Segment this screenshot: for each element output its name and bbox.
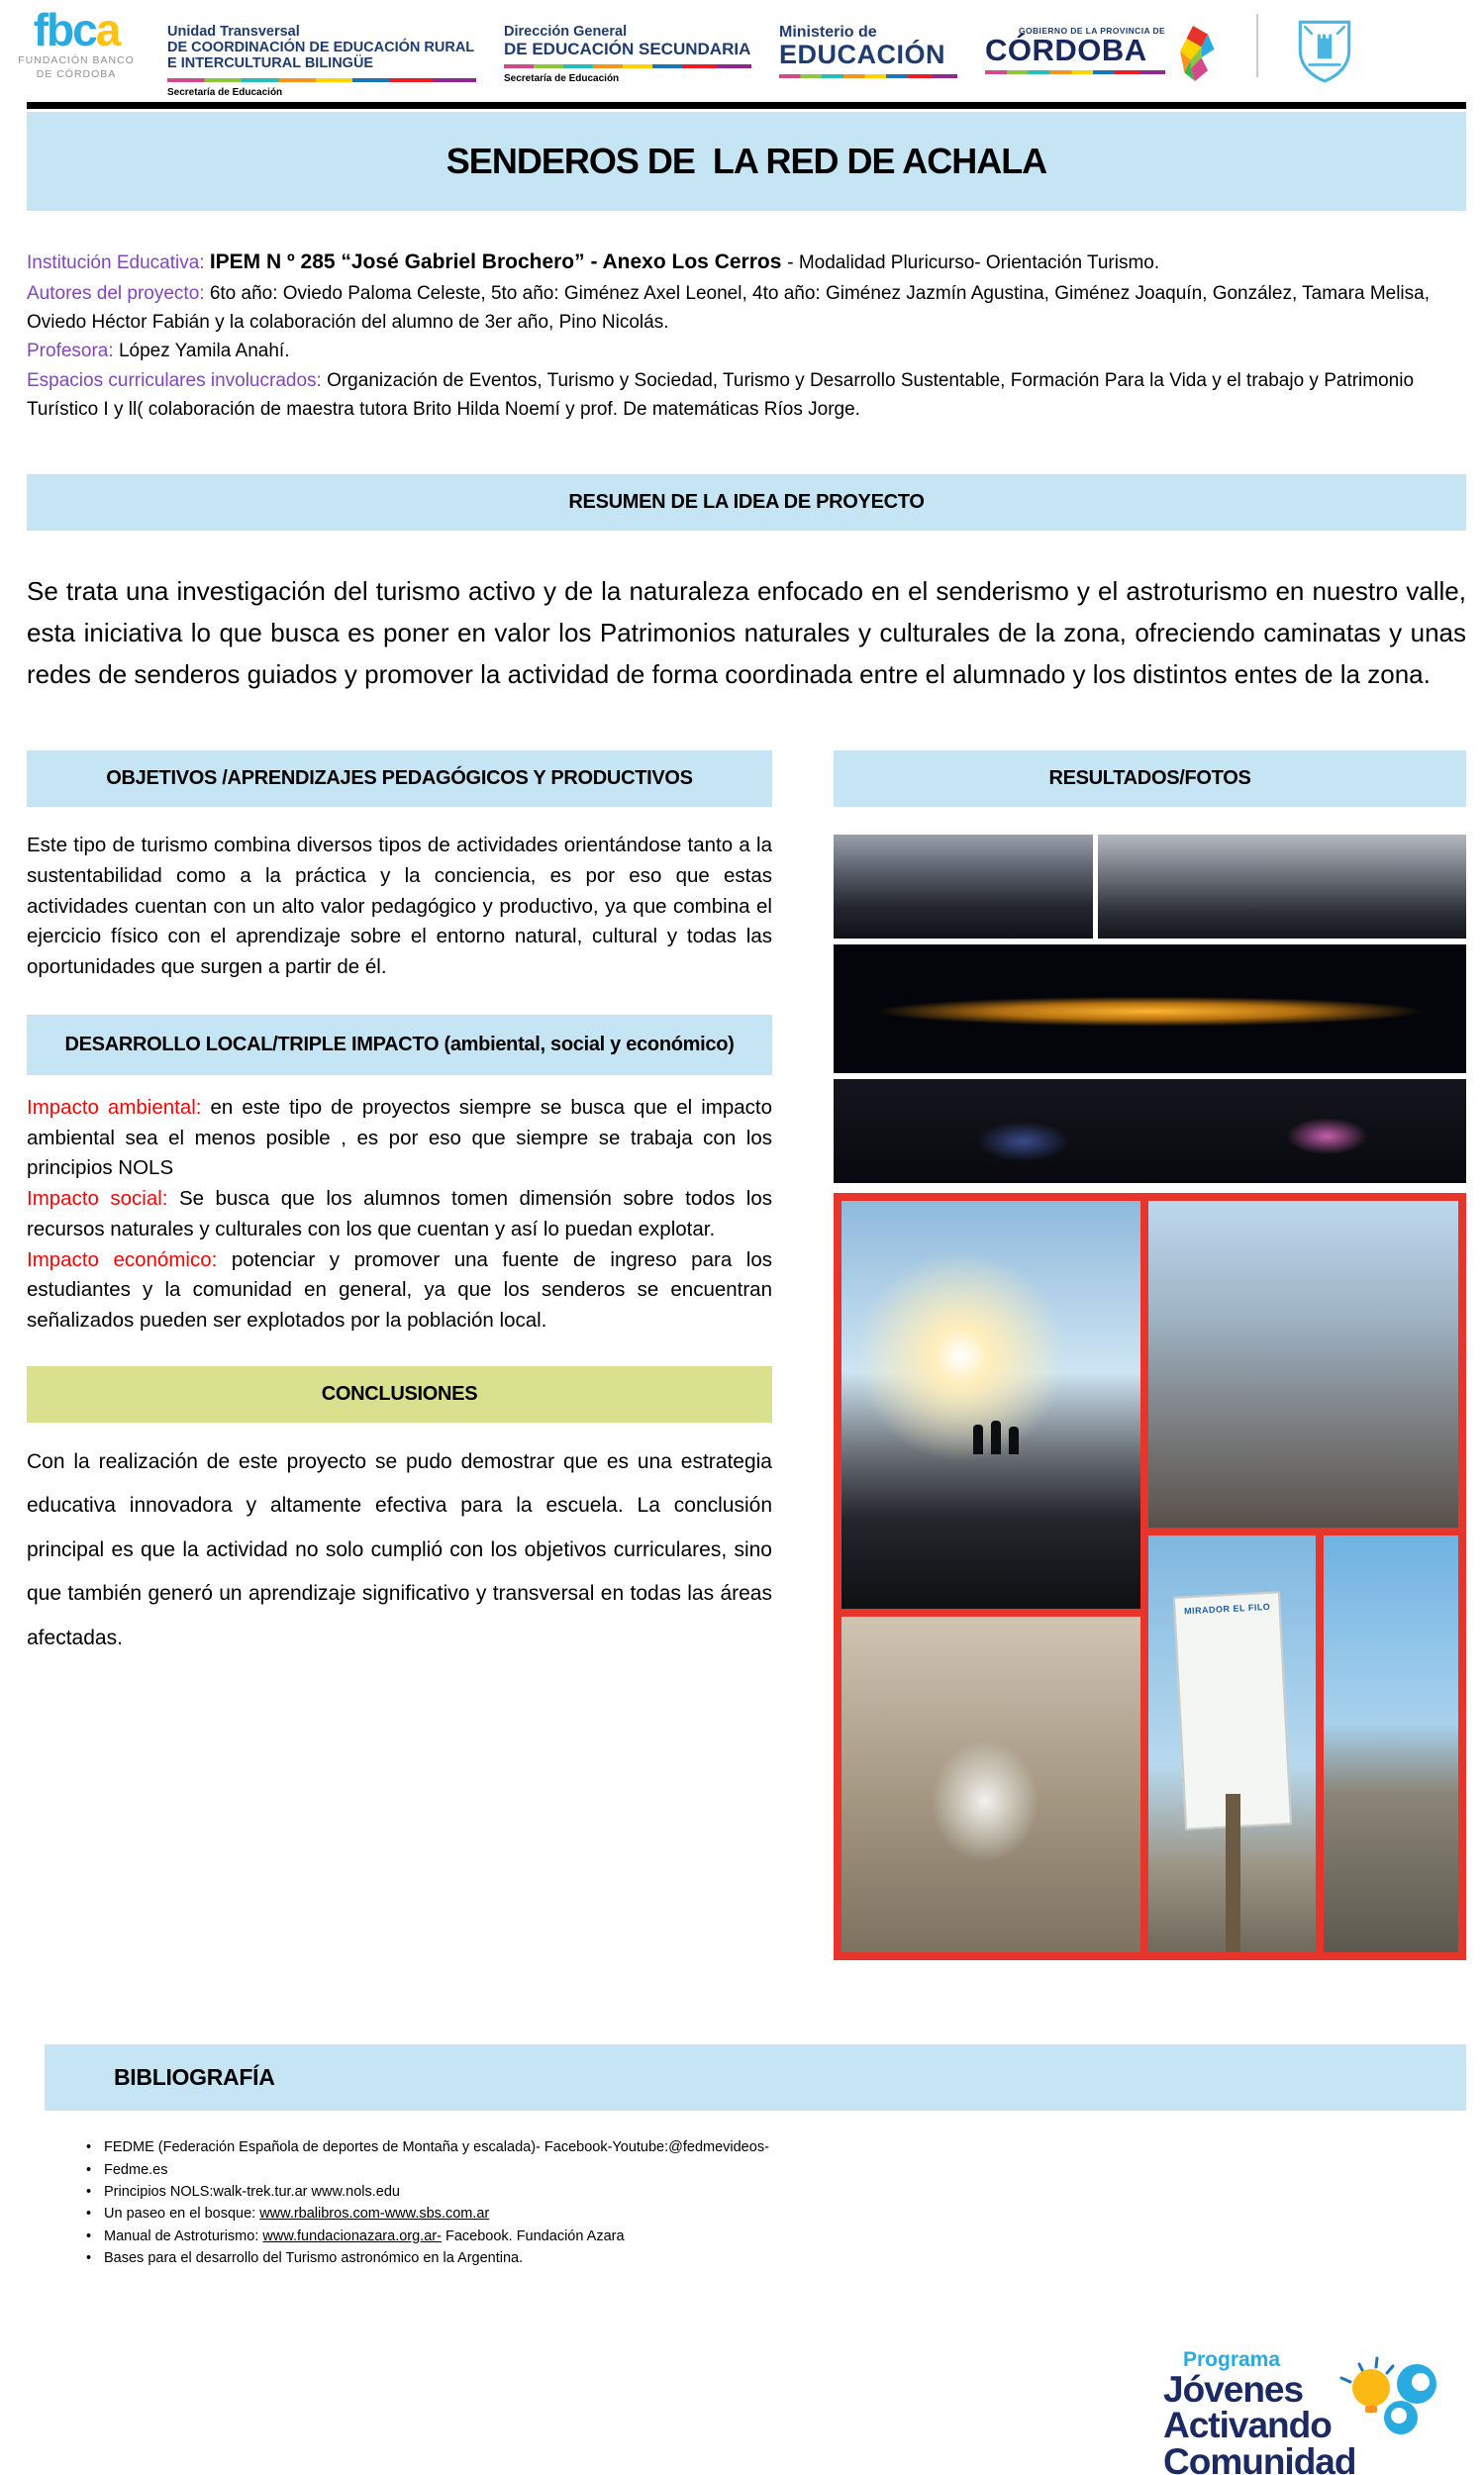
profesora-label: Profesora:	[27, 341, 119, 362]
cordoba-wordmark: CÓRDOBA	[985, 33, 1147, 67]
unidad-secretaria: Secretaría de Educación	[167, 86, 283, 98]
bibliografia-item: • FEDME (Federación Española de deportes de Montaña y escalada)- Facebook-Youtube:@fedmevideos-	[86, 2136, 1466, 2158]
lightbulb-icon	[1330, 2356, 1448, 2450]
objetivos-heading: OBJETIVOS /APRENDIZAJES PEDAGÓGICOS Y PRODUCTIVOS	[27, 750, 772, 807]
ministerio-educacion-logo	[779, 10, 957, 78]
objetivos-body: Este tipo de turismo combina diversos tipos de actividades orientándose tanto a la sustentabilidad como a la práctica y la conciencia, es por eso que estas actividades cuentan con un alto valor pedagógico y productivo, ya que combina el ejercicio físico con el aprendizaje sobre el entorno natural, cultural y todas las oportunidades que surgen a partir de él.	[27, 834, 772, 979]
photo-city-lights-panorama	[834, 944, 1466, 1073]
photo-dusk-group	[1098, 835, 1466, 939]
unidad-line2: DE COORDINACIÓN DE EDUCACIÓN RURAL	[167, 40, 475, 56]
rainbow-bar	[985, 70, 1165, 74]
bibliografia-link[interactable]: www.fundacionazara.org.ar-	[262, 2228, 442, 2244]
impacto-ambiental-text: en este tipo de proyectos siempre se busca que el impacto ambiental sea el menos posible , es por eso que siempre se trabaja con los principios NOLS	[27, 1095, 772, 1180]
left-column	[27, 750, 772, 1963]
resumen-body: Se trata una investigación del turismo activo y de la naturaleza enfocado en el senderismo y el astroturismo en nuestro valle, esta iniciativa lo que busca es poner en valor los Patrimonios naturales y culturales de la zona, ofreciendo caminatas y unas redes de senderos guiados y promover la actividad de forma coordinada entre el alumnado y los distintos entes de la zona.	[27, 575, 1466, 689]
bibliografia-list	[86, 2136, 1466, 2270]
impacto-economico	[27, 1245, 772, 1336]
gobierno-cordoba-logo	[985, 10, 1215, 86]
programa-line1: Jóvenes	[1163, 2369, 1304, 2410]
impacto-social-text: Se busca que los alumnos tomen dimensión sobre todos los recursos naturales y culturales con los que cuentan y así lo puedan explotar.	[27, 1187, 772, 1240]
programa-kicker: Programa	[1183, 2348, 1281, 2371]
cordoba-map-icon	[1171, 26, 1215, 86]
impactos-block	[27, 1093, 772, 1336]
page-title: SENDEROS DE LA RED DE ACHALA	[445, 141, 1047, 181]
bibliografia-item: • Bases para el desarrollo del Turismo astronómico en la Argentina.	[86, 2247, 1466, 2269]
city-crest-icon	[1294, 10, 1355, 90]
conclusiones-body: Con la realización de este proyecto se pudo demostrar que es una estrategia educativa innovadora y altamente efectiva para la escuela. La conclusión principal es que la actividad no solo cumplió con los objetivos curriculares, sino que también generó un aprendizaje significativo y transversal en todas las áreas afectadas.	[27, 1449, 772, 1649]
fbca-wordmark	[13, 4, 140, 55]
impacto-economico-label: Impacto económico:	[27, 1247, 232, 1271]
impacto-ambiental	[27, 1093, 772, 1184]
impacto-social	[27, 1184, 772, 1245]
institucion-rest: - Modalidad Pluricurso- Orientación Turismo.	[787, 252, 1160, 273]
right-column	[834, 750, 1466, 1963]
impacto-social-label: Impacto social:	[27, 1187, 179, 1211]
programa-jovenes-logo	[1163, 2348, 1460, 2475]
profesora-text: López Yamila Anahí.	[118, 341, 290, 362]
photo-night-group	[834, 1079, 1466, 1183]
programa-line2: Activando	[1163, 2405, 1332, 2446]
bibliografia-heading: BIBLIOGRAFÍA	[45, 2044, 1466, 2111]
conclusiones-heading: CONCLUSIONES	[27, 1366, 772, 1423]
direccion-line1: Dirección General	[504, 24, 628, 40]
institucion-name: IPEM N º 285 “José Gabriel Brochero” - Anexo Los Cerros	[209, 250, 788, 273]
bibliografia-link[interactable]: www.rbalibros.com-www.sbs.com.ar	[259, 2206, 490, 2223]
photo-summit-group	[1148, 1201, 1458, 1528]
impacto-economico-text: potenciar y promover una fuente de ingreso para los estudiantes y la comunidad en general, ya que los senderos se encuentran señalizados pueden ser explotados por la población local.	[27, 1247, 772, 1333]
impacto-ambiental-label: Impacto ambiental:	[27, 1095, 211, 1119]
bibliografia-item: • Principios NOLS:walk-trek.tur.ar www.nols.edu	[86, 2181, 1466, 2203]
programa-line3: Comunidad	[1163, 2440, 1356, 2475]
photo-collage	[834, 1193, 1466, 1960]
autores-label: Autores del proyecto:	[27, 282, 210, 304]
silhouette-figure	[991, 1421, 1001, 1454]
photo-row-dusk	[834, 835, 1466, 939]
institucion-label: Institución Educativa:	[27, 252, 210, 273]
fbca-wordmark-blue: fbc	[33, 4, 96, 55]
fbca-wordmark-yellow: a	[95, 4, 120, 55]
ministerio-line1: Ministerio de	[779, 24, 877, 41]
unidad-transversal-logo	[167, 10, 476, 98]
espacios-line	[27, 366, 1466, 425]
fbca-subtitle: FUNDACIÓN BANCO DE CÓRDOBA	[18, 54, 135, 81]
espacios-label: Espacios curriculares involucrados:	[27, 369, 328, 391]
rainbow-bar	[504, 64, 751, 68]
photo-trail-marking-work	[841, 1617, 1140, 1952]
silhouette-figure	[1009, 1427, 1019, 1454]
resumen-heading: RESUMEN DE LA IDEA DE PROYECTO	[27, 474, 1466, 531]
silhouette-figure	[973, 1425, 983, 1454]
photo-trail-sign	[1148, 1535, 1316, 1952]
gobierno-kicker: GOBIERNO DE LA PROVINCIA DE	[1019, 26, 1166, 36]
project-meta	[27, 247, 1466, 425]
title-banner	[27, 112, 1466, 211]
photo-student-on-rocks	[1324, 1535, 1458, 1952]
header-logos	[0, 0, 1484, 99]
unidad-line1: Unidad Transversal	[167, 24, 300, 40]
bibliografia-item: • Fedme.es	[86, 2159, 1466, 2181]
header-divider	[1256, 14, 1258, 77]
photo-sunset-silhouette	[841, 1201, 1140, 1609]
rainbow-bar	[167, 78, 476, 82]
resultados-heading: RESULTADOS/FOTOS	[834, 750, 1466, 807]
bibliografia-item: • Un paseo en el bosque: www.rbalibros.com-www.sbs.com.ar	[86, 2203, 1466, 2225]
photo-dusk-hike	[834, 835, 1093, 939]
trail-sign-pole	[1226, 1794, 1240, 1952]
ministerio-line2: EDUCACIÓN	[779, 40, 946, 69]
trail-sign-text: MIRADOR EL FILO	[1183, 1601, 1271, 1617]
autores-text: 6to año: Oviedo Paloma Celeste, 5to año: Giménez Axel Leonel, 4to año: Giménez Jazmín Agustina, Giménez Joaquín, González, Tamara Melisa, Oviedo Héctor Fabián y la colaboración del alumno de 3er año, Pino Nicolás.	[27, 282, 1430, 333]
bibliografia-item: • Manual de Astroturismo: www.fundacionazara.org.ar- Facebook. Fundación Azara	[86, 2226, 1466, 2247]
direccion-general-logo	[504, 10, 751, 84]
direccion-secretaria: Secretaría de Educación	[504, 73, 620, 85]
unidad-line3: E INTERCULTURAL BILINGÜE	[167, 55, 374, 72]
institucion-line	[27, 247, 1466, 279]
profesora-line	[27, 337, 1466, 365]
fbca-logo	[13, 4, 140, 82]
espacios-text: Organización de Eventos, Turismo y Sociedad, Turismo y Desarrollo Sustentable, Formación Para la Vida y el trabajo y Patrimonio Turístico I y ll( colaboración de maestra tutora Brito Hilda Noemí y prof. De matemáticas Ríos Jorge.	[27, 369, 1415, 421]
direccion-line2: DE EDUCACIÓN SECUNDARIA	[504, 40, 751, 59]
header-rule	[27, 102, 1466, 109]
rainbow-bar	[779, 74, 957, 78]
autores-line	[27, 279, 1466, 338]
desarrollo-heading: DESARROLLO LOCAL/TRIPLE IMPACTO (ambiental, social y económico)	[27, 1015, 772, 1075]
